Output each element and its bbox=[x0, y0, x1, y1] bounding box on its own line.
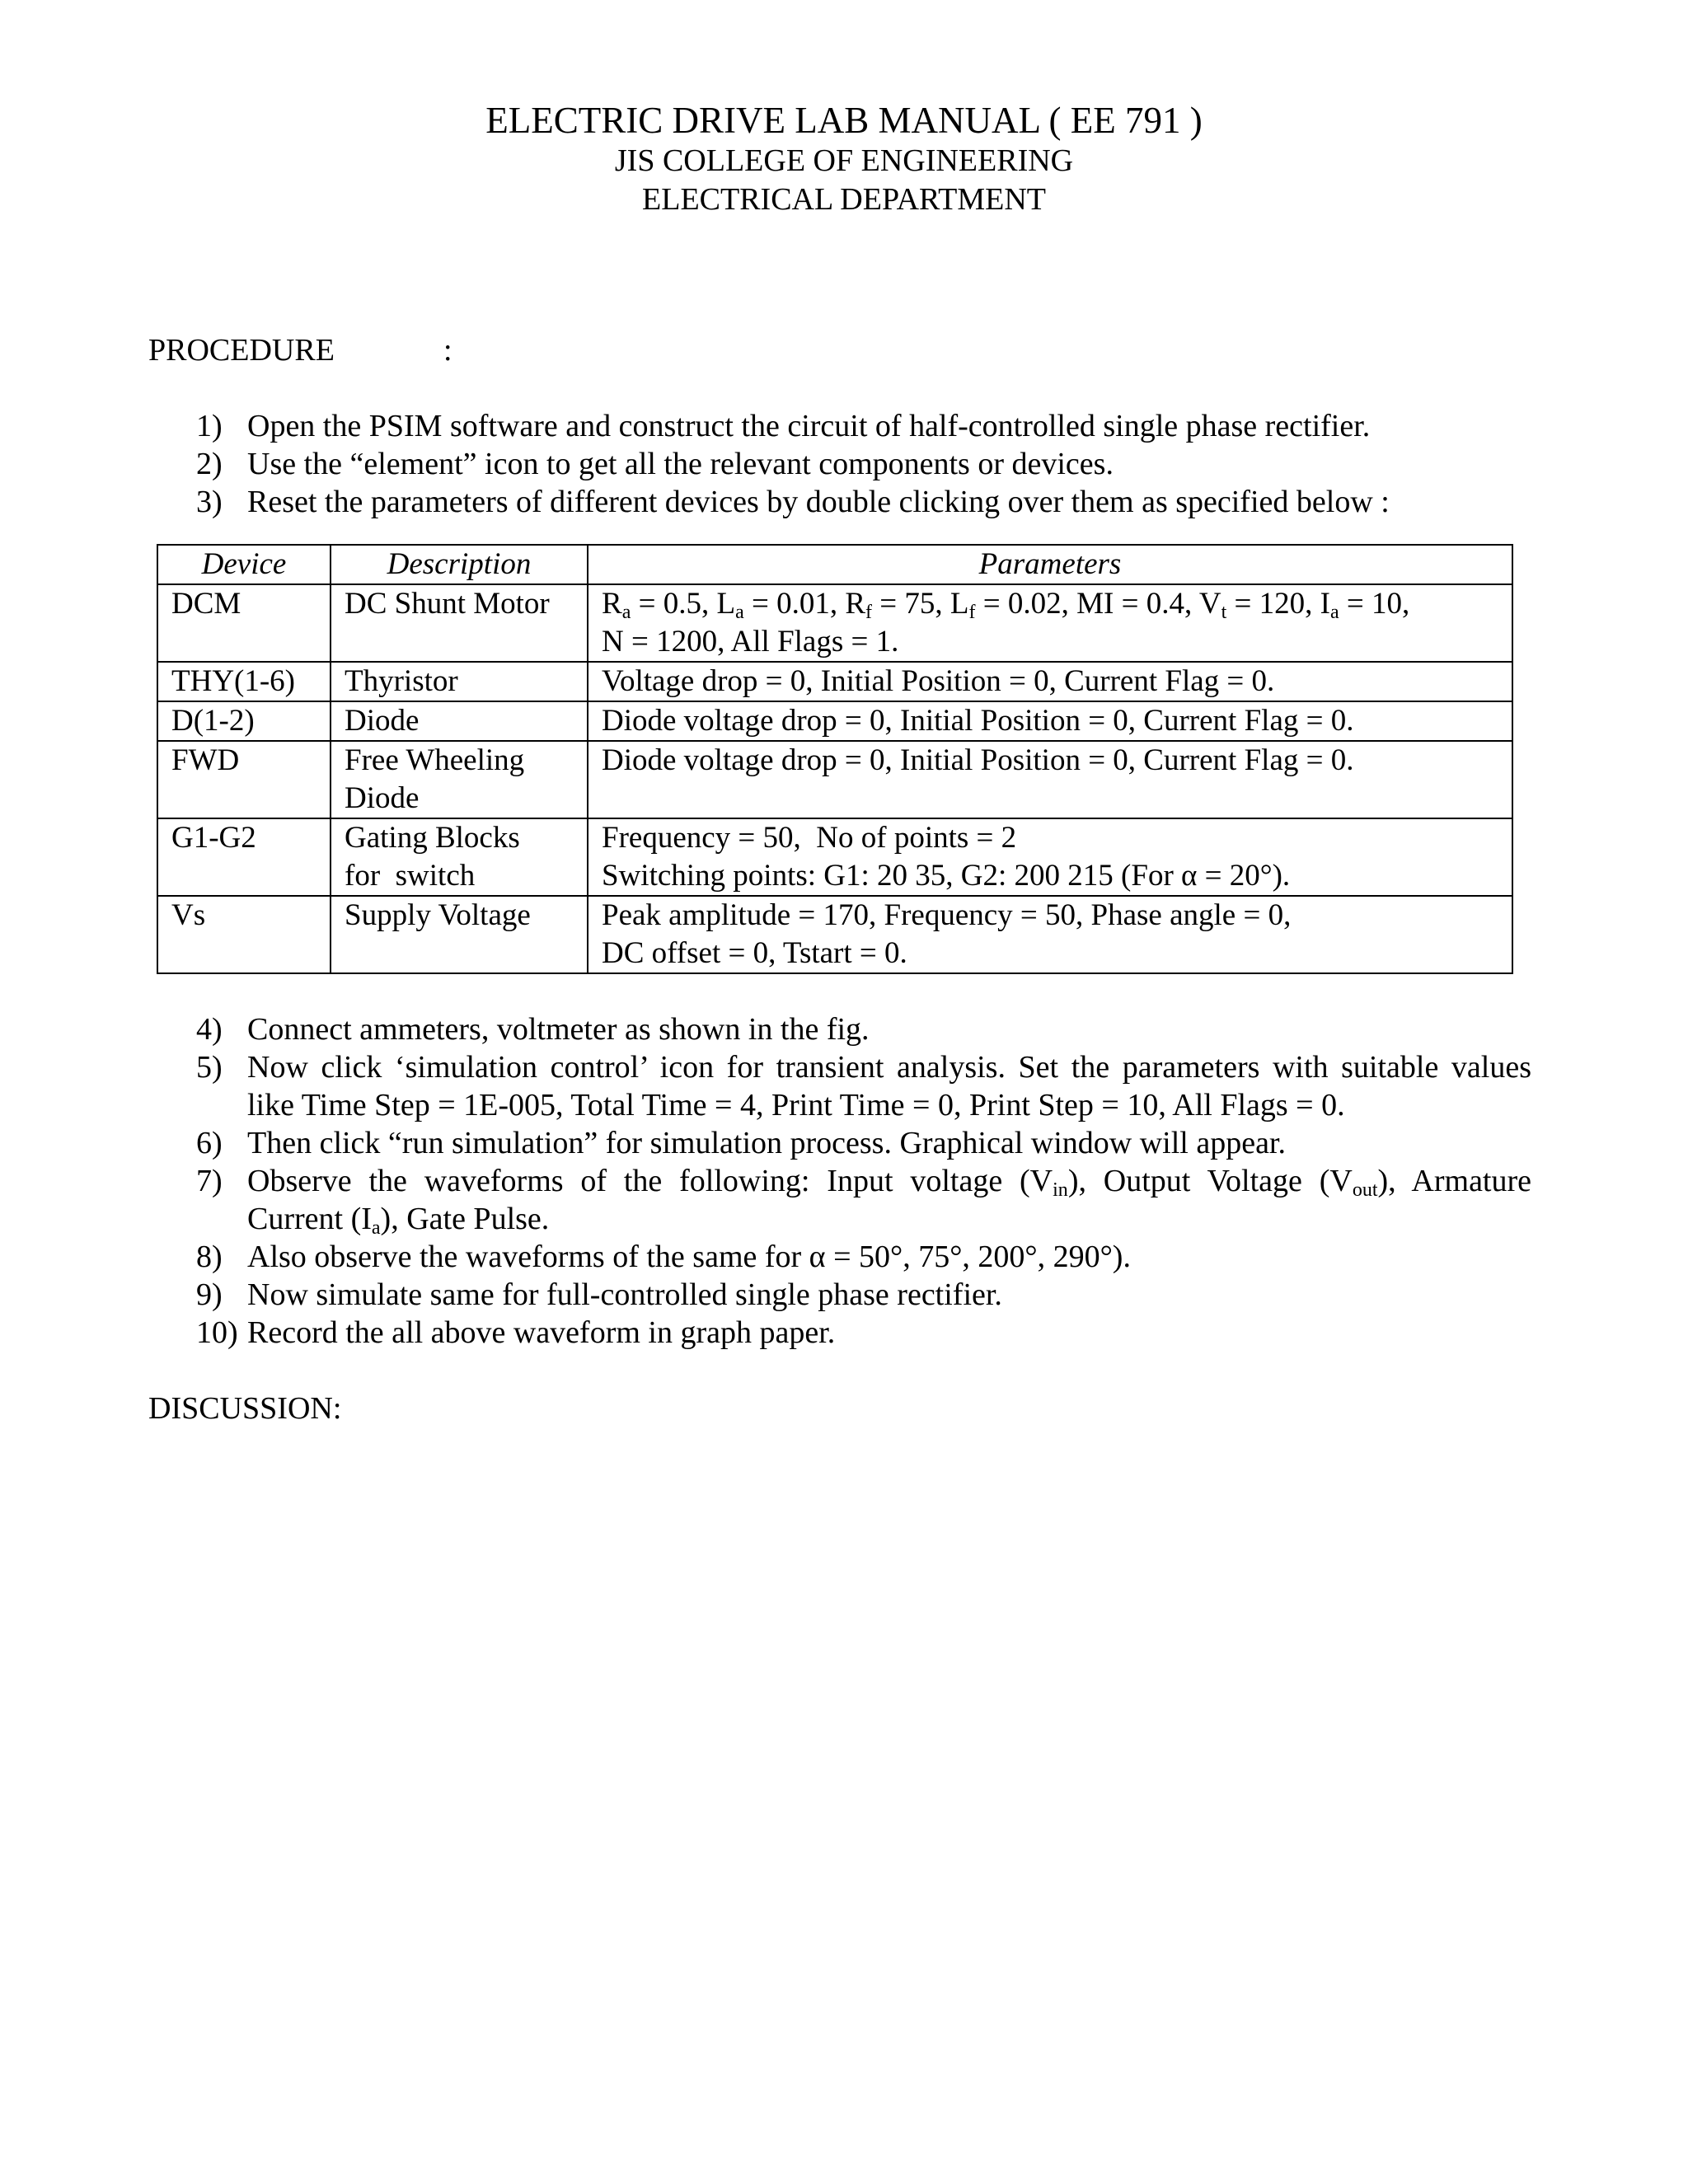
step-text: Connect ammeters, voltmeter as shown in the fig. bbox=[247, 1012, 870, 1047]
step-number: 3) bbox=[196, 485, 223, 519]
table-row bbox=[157, 818, 1512, 896]
cell-parameters: Diode voltage drop = 0, Initial Position = 0, Current Flag = 0. bbox=[588, 741, 1512, 818]
step-number: 5) bbox=[196, 1050, 223, 1085]
header-description: Description bbox=[331, 545, 588, 584]
table-header-row bbox=[157, 545, 1512, 584]
table-row bbox=[157, 584, 1512, 662]
step-number: 9) bbox=[196, 1277, 223, 1312]
cell-description: Supply Voltage bbox=[331, 896, 588, 973]
step-text-line1: Now click ‘simulation control’ icon for transient analysis. Set the parameters with suitable values bbox=[247, 1050, 1531, 1085]
step-number: 8) bbox=[196, 1240, 223, 1274]
step-text: Open the PSIM software and construct the circuit of half-controlled single phase rectifier. bbox=[247, 409, 1371, 443]
step-text: Also observe the waveforms of the same for α = 50°, 75°, 200°, 290°). bbox=[247, 1240, 1131, 1274]
cell-parameters: Frequency = 50, No of points = 2 Switching points: G1: 20 35, G2: 200 215 (For α = 20°). bbox=[588, 818, 1512, 896]
step-text: Use the “element” icon to get all the relevant components or devices. bbox=[247, 447, 1114, 481]
step-number: 7) bbox=[196, 1164, 223, 1198]
procedure-colon: : bbox=[443, 333, 452, 368]
step-text: Record the all above waveform in graph paper. bbox=[247, 1315, 836, 1350]
college-name: JIS COLLEGE OF ENGINEERING bbox=[614, 143, 1074, 178]
step-text-line2: like Time Step = 1E-005, Total Time = 4, Print Time = 0, Print Step = 10, All Flags = 0. bbox=[247, 1088, 1345, 1122]
table-row bbox=[157, 896, 1512, 973]
step-text-line2: Current $(I_a)$, Gate Pulse. bbox=[247, 1202, 550, 1239]
manual-title: ELECTRIC DRIVE LAB MANUAL ( EE 791 ) bbox=[485, 100, 1203, 141]
discussion-colon: : bbox=[332, 1391, 342, 1426]
step-number: 10) bbox=[196, 1315, 238, 1350]
cell-device: DCM bbox=[157, 584, 331, 662]
cell-description: Gating Blocks for switch bbox=[331, 818, 588, 896]
step-text: Reset the parameters of different devices by double clicking over them as specified below : bbox=[247, 485, 1390, 519]
cell-parameters: Diode voltage drop = 0, Initial Position = 0, Current Flag = 0. bbox=[588, 701, 1512, 741]
cell-device: FWD bbox=[157, 741, 331, 818]
department-name: ELECTRICAL DEPARTMENT bbox=[642, 182, 1046, 217]
device-parameters-table bbox=[157, 544, 1513, 974]
step-text: Now simulate same for full-controlled single phase rectifier. bbox=[247, 1277, 1002, 1312]
cell-parameters bbox=[588, 584, 1512, 662]
step-text: Then click “run simulation” for simulation process. Graphical window will appear. bbox=[247, 1126, 1286, 1160]
cell-description: Diode bbox=[331, 701, 588, 741]
cell-description: Free Wheeling Diode bbox=[331, 741, 588, 818]
step-number: 4) bbox=[196, 1012, 223, 1047]
table-row bbox=[157, 701, 1512, 741]
table-row bbox=[157, 741, 1512, 818]
cell-parameters: Voltage drop = 0, Initial Position = 0, Current Flag = 0. bbox=[588, 662, 1512, 701]
step-number: 6) bbox=[196, 1126, 223, 1160]
cell-device: Vs bbox=[157, 896, 331, 973]
cell-device: THY(1-6) bbox=[157, 662, 331, 701]
step-text-line1: Observe the waveforms of the following: Input voltage $(V_{in})$, Output Voltage $(V_{out})$, Armature bbox=[247, 1164, 1532, 1201]
cell-parameters: Peak amplitude = 170, Frequency = 50, Phase angle = 0, DC offset = 0, Tstart = 0. bbox=[588, 896, 1512, 973]
cell-device: G1-G2 bbox=[157, 818, 331, 896]
dcm-params-line1: $R_a = 0.5$, $L_a = 0.01$, $R_f = 75$, $L_f = 0.02$, MI = 0.4, $V_t = 120$, $I_a = 10$, bbox=[602, 587, 1410, 623]
step-number: 1) bbox=[196, 409, 223, 443]
cell-device: D(1-2) bbox=[157, 701, 331, 741]
header-device: Device bbox=[157, 545, 331, 584]
header-parameters: Parameters bbox=[588, 545, 1512, 584]
step-number: 2) bbox=[196, 447, 223, 481]
cell-description: DC Shunt Motor bbox=[331, 584, 588, 662]
cell-description: Thyristor bbox=[331, 662, 588, 701]
discussion-heading: DISCUSSION: bbox=[148, 1391, 342, 1426]
table-row bbox=[157, 662, 1512, 701]
procedure-heading: PROCEDURE bbox=[148, 333, 335, 368]
dcm-params-line2: N = 1200, All Flags = 1. bbox=[602, 625, 899, 658]
